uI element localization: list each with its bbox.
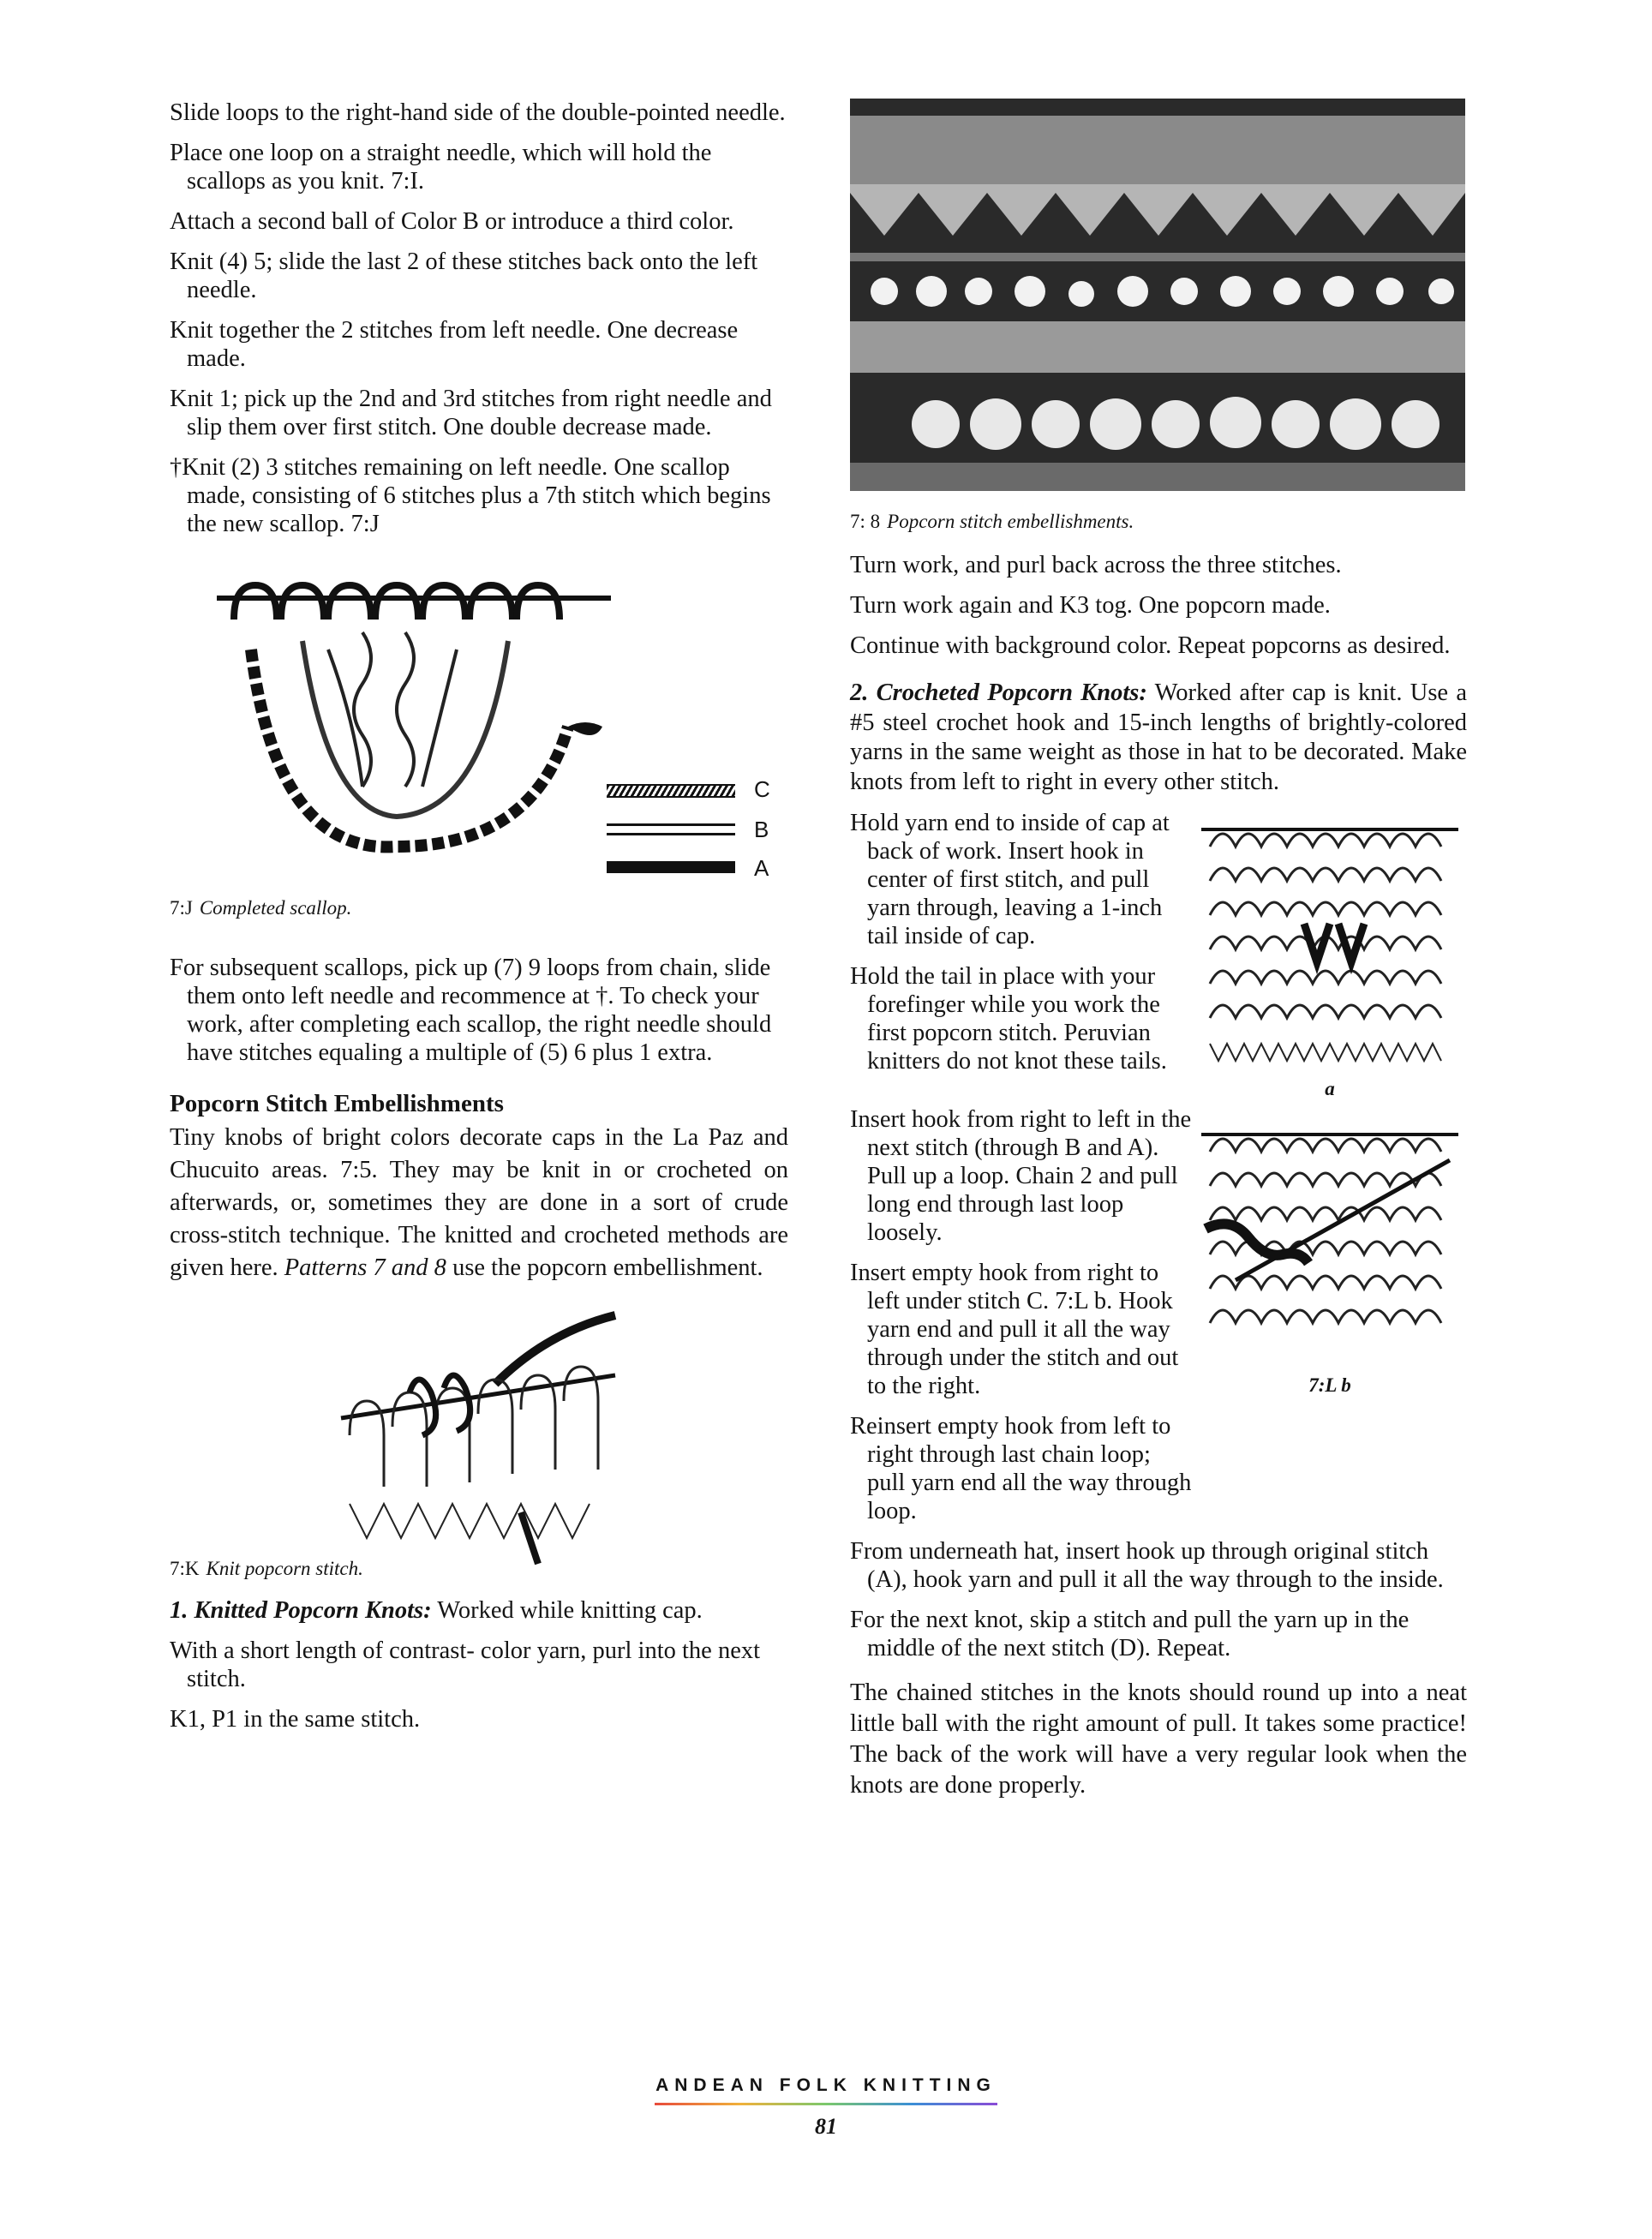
crocheted-popcorn-intro [850,679,1467,797]
section-paragraph-text: Tiny knobs of bright colors decorate caps in the La Paz and Chucuito areas. 7:5. They may be knit in or crocheted on afterwards, or, sometimes they are done in a sort of crude cross-stitch technique. The knitted and crocheted methods are given here. [170,1124,788,1281]
section-paragraph-end: use the popcorn embellishment. [446,1254,763,1281]
popcorn-photo-image [850,99,1465,491]
figure-b-steps [850,1105,1193,1537]
step-text: Insert empty hook from right to left under stitch C. 7:L b. Hook yarn end and pull it all the way through under the stitch and out to the right. [850,1260,1179,1399]
step-text: For the next knot, skip a stitch and pull the yarn up in the middle of the next stitch (D). Repeat. [850,1607,1410,1661]
page-number: 81 [815,2114,837,2139]
caption-text: Knit popcorn stitch. [206,1558,363,1579]
color-legend [607,774,804,894]
step-text: Knit together the 2 stitches from left needle. One decrease made. [170,317,739,372]
figure-a-label: a [1325,1078,1335,1099]
step-text: Reinsert empty hook from left to right through last chain loop; pull yarn end all the way through loop. [850,1413,1192,1524]
right-column [850,99,1467,1813]
step-text: Slide loops to the right-hand side of the double-pointed needle. [170,99,786,126]
step-text: Turn work again and K3 tog. One popcorn made. [850,592,1331,619]
figure-caption-7-8 [850,510,1467,534]
figure-b-block [850,1105,1467,1537]
knitted-popcorn-intro [170,1596,788,1625]
knit-popcorn-illustration [324,1307,649,1572]
figure-b [1193,1105,1467,1537]
page-footer [0,2075,1652,2140]
book-title: ANDEAN FOLK KNITTING [655,2075,997,2095]
footer-rule [655,2103,997,2105]
section-heading: Popcorn Stitch Embellishments [170,1090,504,1117]
legend-a [607,855,795,885]
closing-paragraph: The chained stitches in the knots should round up into a neat little ball with the right amount of pull. It takes some practice! The back of the work will have a very regular look when the knots are done properly. [850,1679,1467,1799]
swatch-b [607,823,735,835]
knit-popcorn-figure [170,1307,788,1581]
legend-label-a: A [754,855,769,881]
left-column [170,99,788,1745]
caption-number: 7:J [170,897,193,919]
caption-number: 7:K [170,1558,200,1579]
step-text: Knit (4) 5; slide the last 2 of these stitches back onto the left needle. [170,248,758,303]
swatch-c [607,784,735,798]
step-text: Attach a second ball of Color B or introduce a third color. [170,208,734,235]
popcorn-photo [850,99,1465,491]
step-text: †Knit (2) 3 stitches remaining on left needle. One scallop made, consisting of 6 stitches plus a 7th stitch which begins the new scallop. 7:J [170,454,771,537]
scallop-figure [170,572,788,928]
step-text: K1, P1 in the same stitch. [170,1706,421,1733]
legend-label-b: B [754,817,769,842]
step-text: Hold the tail in place with your forefinger while you work the first popcorn stitch. Peruvian knitters do not knot these tails. [850,963,1167,1075]
caption-number: 7: 8 [850,511,881,532]
legend-c [607,776,795,806]
step-text: Turn work, and purl back across the three stitches. [850,552,1342,578]
step-text: With a short length of contrast- color yarn, purl into the next stitch. [170,1637,761,1692]
figure-caption-7k [170,1557,363,1581]
crochet-figure-a [1201,812,1458,1069]
section-paragraph [170,1122,788,1284]
step-text: Place one loop on a straight needle, which will hold the scallops as you knit. 7:I. [170,140,712,195]
legend-b [607,817,795,847]
figure-a [1193,809,1467,1100]
scallop-illustration [200,572,645,881]
crocheted-popcorn-heading: 2. Crocheted Popcorn Knots: [850,679,1147,706]
figure-b-label: 7:L b [1308,1374,1351,1396]
figure-caption-7j [170,896,351,920]
knitted-popcorn-text: Worked while knitting cap. [431,1597,703,1624]
subsequent-scallops-text: For subsequent scallops, pick up (7) 9 loops from chain, slide them onto left needle and recommence at †. To check your work, after completing each scallop, the right needle should have stitches equaling a multiple of (5) 6 plus 1 extra. [170,955,772,1066]
step-text: From underneath hat, insert hook up through original stitch (A), hook yarn and pull it all the way through to the inside. [850,1538,1444,1593]
knitted-popcorn-heading: 1. Knitted Popcorn Knots: [170,1597,432,1624]
crocheted-popcorn-text: Worked after cap is knit. Use a #5 steel crochet hook and 15-inch lengths of brightly-colored yarns in the same weight as those in hat to be decorated. Make knots from left to right in every other stitch. [850,679,1467,795]
crochet-figure-b [1201,1109,1458,1366]
step-text: Insert hook from right to left in the next stitch (through B and A). Pull up a loop. Chain 2 and pull long end through last loop loosely. [850,1106,1192,1246]
caption-text: Popcorn stitch embellishments. [887,511,1134,532]
legend-label-c: C [754,776,770,802]
step-text: Hold yarn end to inside of cap at back of work. Insert hook in center of first stitch, and pull yarn through, leaving a 1-inch tail inside of cap. [850,810,1170,949]
figure-a-block [850,809,1467,1100]
caption-text: Completed scallop. [199,897,352,919]
figure-a-steps [850,809,1193,1100]
patterns-reference: Patterns 7 and 8 [284,1254,446,1281]
step-text: Continue with background color. Repeat popcorns as desired. [850,632,1451,659]
swatch-a [607,861,735,873]
step-text: Knit 1; pick up the 2nd and 3rd stitches from right needle and slip them over first stitch. One double decrease made. [170,386,772,440]
